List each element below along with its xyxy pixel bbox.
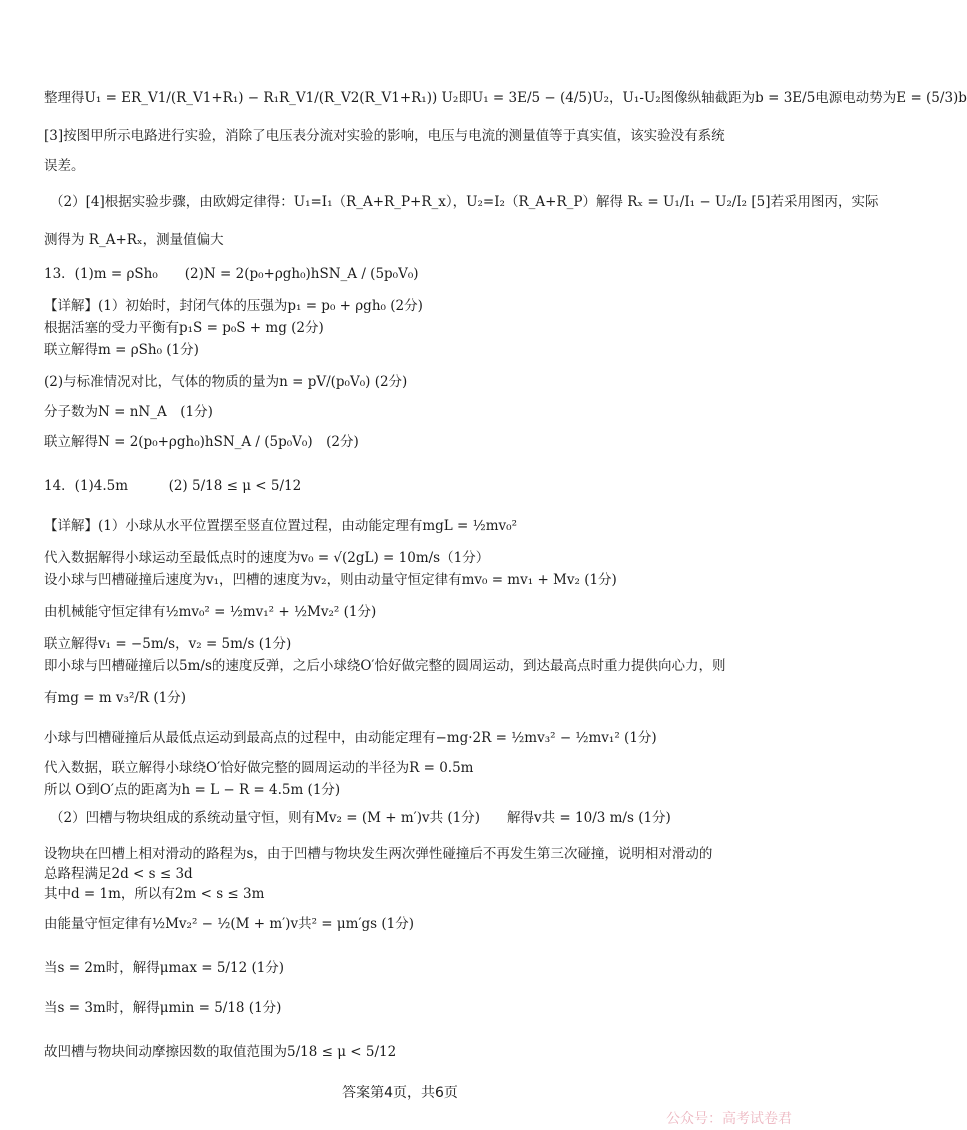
text-line: 设小球与凹槽碰撞后速度为v₁，凹槽的速度为v₂，则由动量守恒定律有mv₀ = mv₁ + Mv₂ (1分) [44, 572, 617, 588]
text-line: 由机械能守恒定律有½mv₀² = ½mv₁² + ½Mv₂² (1分) [44, 604, 377, 620]
text-line: 总路程满足2d < s ≤ 3d [44, 866, 193, 882]
text-line: 误差。 [44, 158, 85, 174]
question-14-answer: 14．(1)4.5m (2) 5/18 ≤ μ < 5/12 [44, 478, 302, 494]
text-line: (2)与标准情况对比，气体的物质的量为n = pV/(p₀V₀) (2分) [44, 374, 408, 390]
text-line: 设物块在凹槽上相对滑动的路程为s，由于凹槽与物块发生两次弹性碰撞后不再发生第三次碰撞，说明相对滑动的 [44, 846, 713, 862]
text-line: 【详解】(1）小球从水平位置摆至竖直位置过程，由动能定理有mgL = ½mv₀² [44, 518, 517, 534]
watermark: 公众号：高考试卷君 [666, 1111, 792, 1127]
text-line: （2）凹槽与物块组成的系统动量守恒，则有Mv₂ = (M + m′)v共 (1分) 解得v共 = 10/3 m/s (1分) [50, 810, 671, 826]
text-line: 代入数据解得小球运动至最低点时的速度为v₀ = √(2gL) = 10m/s（1分） [44, 550, 490, 566]
text-line: 根据活塞的受力平衡有p₁S = p₀S + mg (2分) [44, 320, 324, 336]
text-line: （2）[4]根据实验步骤，由欧姆定律得：U₁=I₁（R_A+R_P+R_x），U₂=I₂（R_A+R_P）解得 Rₓ = U₁/I₁ − U₂/I₂ [5]若采用图丙，实际 [50, 194, 879, 210]
text-line: 即小球与凹槽碰撞后以5m/s的速度反弹，之后小球绕O′恰好做完整的圆周运动，到达最高点时重力提供向心力，则 [44, 658, 726, 674]
text-line: 所以 O到O′点的距离为h = L − R = 4.5m (1分) [44, 782, 341, 798]
text-line: 代入数据，联立解得小球绕O′恰好做完整的圆周运动的半径为R = 0.5m [44, 760, 474, 776]
text-line: 联立解得v₁ = −5m/s，v₂ = 5m/s (1分) [44, 636, 292, 652]
text-line: 分子数为N = nN_A (1分) [44, 404, 213, 420]
text-line: 小球与凹槽碰撞后从最低点运动到最高点的过程中，由动能定理有−mg·2R = ½mv₃² − ½mv₁² (1分) [44, 730, 657, 746]
page-footer: 答案第4页，共6页 [342, 1085, 458, 1101]
text-line: 联立解得N = 2(p₀+ρgh₀)hSN_A / (5p₀V₀) (2分) [44, 434, 359, 450]
text-line: 【详解】(1）初始时，封闭气体的压强为p₁ = p₀ + ρgh₀ (2分) [44, 298, 423, 314]
text-line: 联立解得m = ρSh₀ (1分) [44, 342, 199, 358]
text-line: 当s = 2m时，解得μmax = 5/12 (1分) [44, 960, 285, 976]
text-line: 整理得U₁ = ER_V1/(R_V1+R₁) − R₁R_V1/(R_V2(R_V1+R₁)) U₂即U₁ = 3E/5 − (4/5)U₂，U₁-U₂图像纵轴截距为b = 3E/5电源电动势为E = (5/3)b [44, 90, 967, 106]
question-13-answer: 13．(1)m = ρSh₀ (2)N = 2(p₀+ρgh₀)hSN_A / (5p₀V₀) [44, 266, 419, 282]
text-line: 测得为 R_A+Rₓ，测量值偏大 [44, 232, 224, 248]
text-line: 由能量守恒定律有½Mv₂² − ½(M + m′)v共² = μm′gs (1分) [44, 916, 415, 932]
text-line: 有mg = m v₃²/R (1分) [44, 690, 187, 706]
text-line: [3]按图甲所示电路进行实验，消除了电压表分流对实验的影响，电压与电流的测量值等于真实值，该实验没有系统 [44, 128, 725, 144]
text-line: 当s = 3m时，解得μmin = 5/18 (1分) [44, 1000, 282, 1016]
text-line: 故凹槽与物块间动摩擦因数的取值范围为5/18 ≤ μ < 5/12 [44, 1044, 397, 1060]
text-line: 其中d = 1m，所以有2m < s ≤ 3m [44, 886, 265, 902]
